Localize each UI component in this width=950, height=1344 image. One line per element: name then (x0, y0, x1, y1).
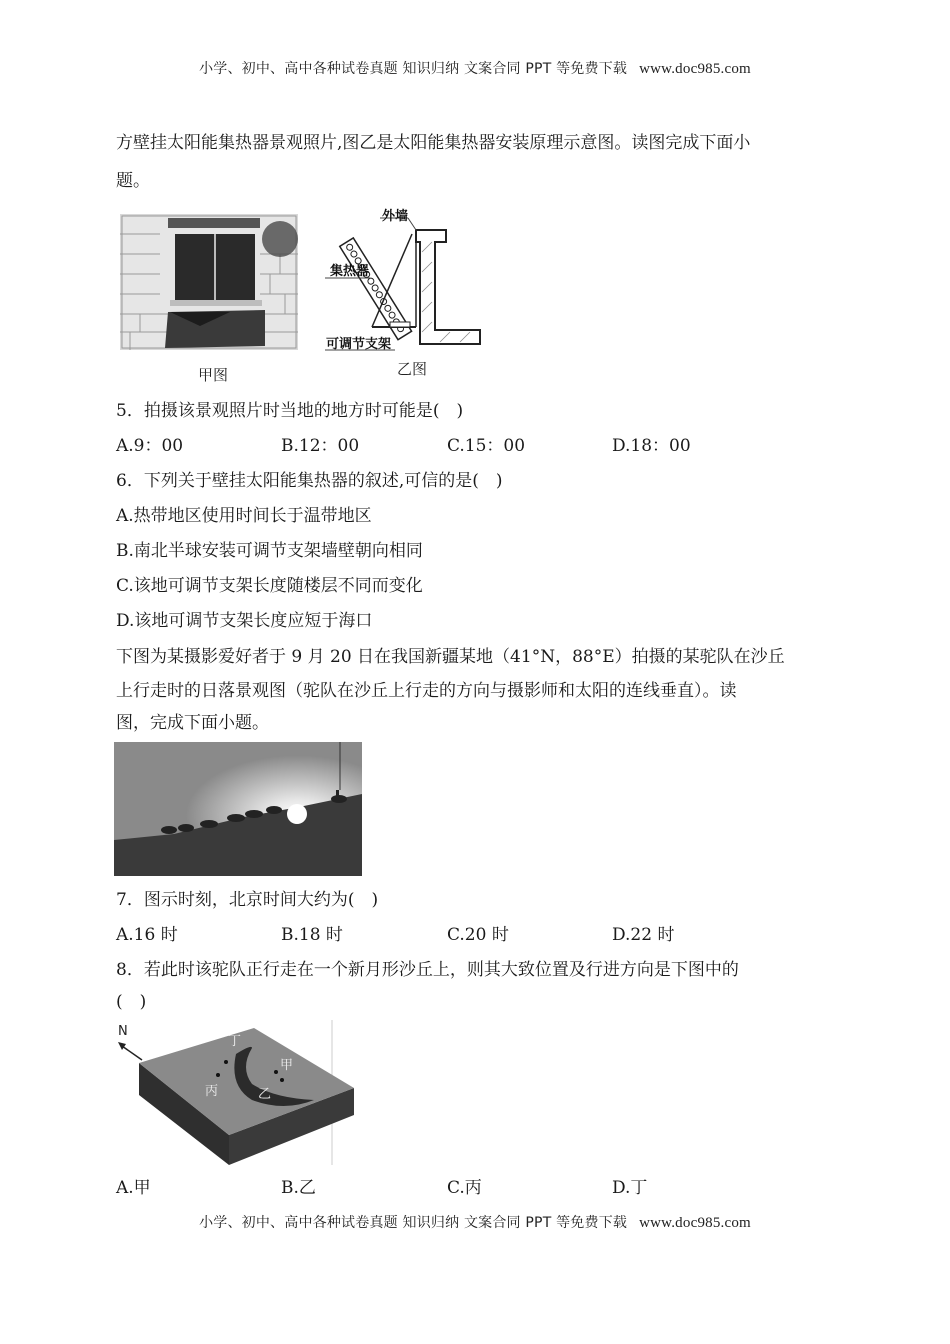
intro2-line-1: 下图为某摄影爱好者于 9 月 20 日在我国新疆某地（41°N，88°E）拍摄的某驼队在沙丘 (116, 647, 785, 667)
label-adjustable-bracket: 可调节支架 (326, 337, 392, 352)
q7-option-b[interactable]: B.18 时 (281, 925, 343, 945)
q7-option-d[interactable]: D.22 时 (612, 925, 675, 945)
question-6-stem: 6．下列关于壁挂太阳能集热器的叙述,可信的是( ) (116, 471, 503, 491)
question-5-stem: 5．拍摄该景观照片时当地的地方时可能是( ) (116, 401, 464, 421)
q5-option-d[interactable]: D.18：00 (612, 436, 691, 456)
q8-option-a[interactable]: A.甲 (116, 1178, 151, 1198)
q5-option-b[interactable]: B.12：00 (281, 436, 360, 456)
dune-label-ding: 丁 (228, 1034, 242, 1049)
caption-figure-a: 甲图 (198, 366, 229, 384)
footer-url[interactable]: www.doc985.com (639, 1215, 751, 1231)
q6-option-c[interactable]: C.该地可调节支架长度随楼层不同而变化 (116, 576, 423, 596)
dune-label-bing: 丙 (205, 1084, 219, 1099)
header-url[interactable]: www.doc985.com (639, 61, 751, 77)
q5-option-a[interactable]: A.9：00 (116, 436, 184, 456)
question-8-stem-bracket: ( ) (116, 992, 147, 1012)
q7-option-a[interactable]: A.16 时 (116, 925, 178, 945)
q8-option-c[interactable]: C.丙 (447, 1178, 482, 1198)
intro2-line-3: 图，完成下面小题。 (116, 713, 269, 733)
camel-caravan-sunset-photo (114, 742, 362, 876)
q7-option-c[interactable]: C.20 时 (447, 925, 509, 945)
header-text: 小学、初中、高中各种试卷真题 知识归纳 文案合同 PPT 等免费下载 (199, 61, 628, 77)
label-collector: 集热器 (330, 264, 370, 279)
footer-text: 小学、初中、高中各种试卷真题 知识归纳 文案合同 PPT 等免费下载 (199, 1215, 628, 1231)
question-7-stem: 7．图示时刻，北京时间大约为( ) (116, 890, 379, 910)
q6-option-d[interactable]: D.该地可调节支架长度应短于海口 (116, 611, 373, 631)
intro-line-2: 题。 (116, 171, 150, 191)
intro-line-1: 方壁挂太阳能集热器景观照片,图乙是太阳能集热器安装原理示意图。读图完成下面小 (116, 133, 751, 153)
intro2-line-2: 上行走时的日落景观图（驼队在沙丘上行走的方向与摄影师和太阳的连线垂直）。读 (116, 681, 737, 701)
north-label: N (118, 1024, 128, 1039)
q8-option-b[interactable]: B.乙 (281, 1178, 316, 1198)
dune-label-jia: 甲 (280, 1058, 294, 1073)
caption-figure-b: 乙图 (397, 360, 428, 378)
q5-option-c[interactable]: C.15：00 (447, 436, 526, 456)
q8-option-d[interactable]: D.丁 (612, 1178, 648, 1198)
question-8-stem: 8．若此时该驼队正行走在一个新月形沙丘上，则其大致位置及行进方向是下图中的 (116, 960, 739, 980)
q6-option-b[interactable]: B.南北半球安装可调节支架墙壁朝向相同 (116, 541, 423, 561)
q6-option-a[interactable]: A.热带地区使用时间长于温带地区 (116, 506, 372, 526)
dune-label-yi: 乙 (258, 1087, 272, 1102)
page-footer (0, 1212, 950, 1232)
page-header (0, 58, 950, 78)
solar-collector-photo (120, 214, 298, 350)
label-outer-wall: 外墙 (382, 209, 409, 224)
